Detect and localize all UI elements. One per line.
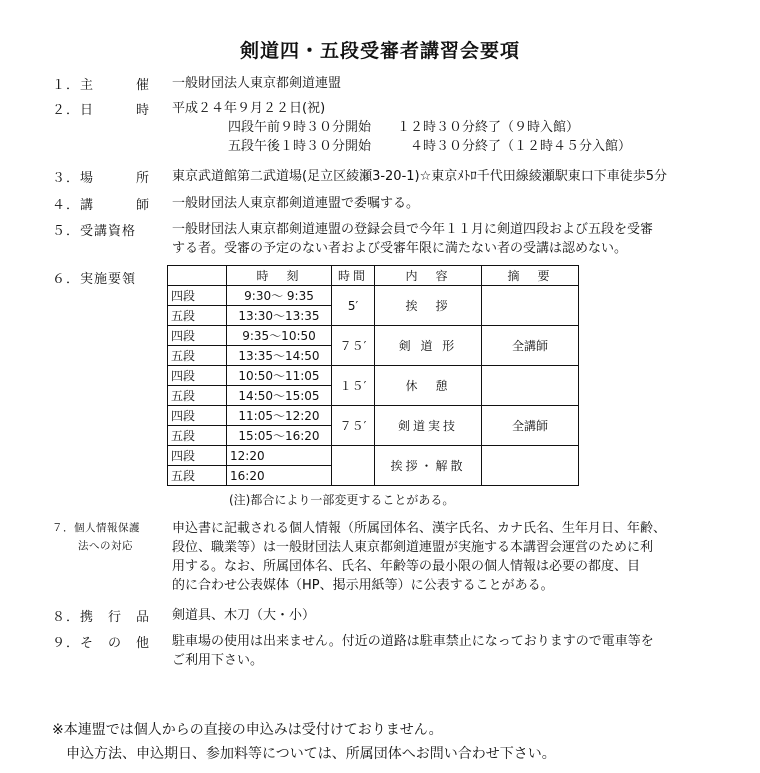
footer-line: ※本連盟では個人からの直接の申込みは受付けておりません。 (52, 722, 443, 738)
venue-value: 東京武道館第二武道場(足立区綾瀬3-20-1)☆東京ﾒﾄﾛ千代田線綾瀬駅東口下車徒歩5分 (172, 169, 668, 184)
table-row (168, 446, 579, 466)
duration-cell: １５′ (332, 366, 375, 406)
content-cell: 剣道実技 (375, 406, 482, 446)
table-footnote: (注)都合により一部変更することがある。 (229, 493, 455, 507)
privacy-line: 用する。なお、所属団体名、氏名、年齢等の最小限の個人情報は必要の都度、目 (172, 559, 641, 574)
dan-cell: 四段 (168, 406, 227, 426)
privacy-label: ７．個人情報保護 (52, 522, 140, 534)
other-label: ９．そ の 他 (52, 636, 151, 651)
date-sub-yondan: 四段午前９時３０分開始 １２時３０分終了（９時入館） (228, 120, 580, 135)
table-row (168, 326, 579, 346)
privacy-line: 段位、職業等）は一般財団法人東京都剣道連盟が実施する本講習会運営のために利 (172, 540, 654, 555)
time-cell: 10:50～11:05 (227, 366, 332, 386)
instructor-label: ４．講 師 (52, 198, 151, 213)
time-cell: 11:05～12:20 (227, 406, 332, 426)
content-cell: 挨拶・解散 (375, 446, 482, 486)
privacy-line: 的に合わせ公表媒体（HP、掲示用紙等）に公表することがある。 (172, 578, 554, 593)
date-sub-godan: 五段午後１時３０分開始 ４時３０分終了（１２時４５分入館） (228, 139, 632, 154)
header-time: 時 刻 (227, 266, 332, 286)
venue-label: ３．場 所 (52, 171, 151, 186)
duration-cell: ７５′ (332, 406, 375, 446)
time-cell: 9:35～10:50 (227, 326, 332, 346)
header-duration: 時間 (332, 266, 375, 286)
dan-cell: 五段 (168, 466, 227, 486)
note-cell (482, 366, 579, 406)
header-content: 内 容 (375, 266, 482, 286)
time-cell: 16:20 (227, 466, 332, 486)
schedule-label: ６．実施要領 (52, 272, 137, 287)
privacy-line: 申込書に記載される個人情報（所属団体名、漢字氏名、カナ氏名、生年月日、年齢、 (172, 521, 667, 536)
dan-cell: 四段 (168, 286, 227, 306)
duration-cell: 5′ (332, 286, 375, 326)
eligibility-line: する者。受審の予定のない者および受審年限に満たない者の受講は認めない。 (172, 241, 628, 256)
date-label: ２．日 時 (52, 103, 151, 118)
content-cell: 休 憩 (375, 366, 482, 406)
date-value: 平成２４年９月２２日(祝) (172, 101, 326, 116)
page-title: 剣道四・五段受審者講習会要項 (239, 40, 520, 62)
schedule-table (167, 265, 579, 486)
duration-cell: ７５′ (332, 326, 375, 366)
items-value: 剣道具、木刀（大・小） (172, 608, 316, 623)
header-note: 摘 要 (482, 266, 579, 286)
content-cell: 剣 道 形 (375, 326, 482, 366)
organizer-label: １．主 催 (52, 78, 151, 93)
dan-cell: 五段 (168, 426, 227, 446)
table-row (168, 406, 579, 426)
footer-line: 申込方法、申込期日、参加料等については、所属団体へお問い合わせ下さい。 (52, 746, 556, 762)
eligibility-line: 一般財団法人東京都剣道連盟の登録会員で今年１１月に剣道四段および五段を受審 (172, 222, 654, 237)
eligibility-label: ５．受講資格 (52, 224, 137, 239)
dan-cell: 四段 (168, 366, 227, 386)
dan-cell: 五段 (168, 346, 227, 366)
duration-cell (332, 446, 375, 486)
note-cell: 全講師 (482, 406, 579, 446)
footer-notice (52, 718, 556, 766)
other-line: 駐車場の使用は出来ません。付近の道路は駐車禁止になっておりますので電車等を (172, 634, 654, 649)
items-label: ８．携 行 品 (52, 610, 151, 625)
dan-cell: 四段 (168, 446, 227, 466)
dan-cell: 五段 (168, 386, 227, 406)
organizer-value: 一般財団法人東京都剣道連盟 (172, 76, 342, 91)
content-cell: 挨 拶 (375, 286, 482, 326)
note-cell (482, 446, 579, 486)
instructor-value: 一般財団法人東京都剣道連盟で委嘱する。 (172, 196, 420, 211)
time-cell: 15:05～16:20 (227, 426, 332, 446)
dan-cell: 四段 (168, 326, 227, 346)
table-row (168, 286, 579, 306)
note-cell: 全講師 (482, 326, 579, 366)
privacy-label-cont: 法への対応 (78, 540, 133, 552)
time-cell: 14:50～15:05 (227, 386, 332, 406)
time-cell: 13:35～14:50 (227, 346, 332, 366)
table-row (168, 366, 579, 386)
note-cell (482, 286, 579, 326)
time-cell: 13:30～13:35 (227, 306, 332, 326)
dan-cell: 五段 (168, 306, 227, 326)
table-header-row (168, 266, 579, 286)
other-line: ご利用下さい。 (172, 653, 264, 668)
time-cell: 12:20 (227, 446, 332, 466)
time-cell: 9:30～ 9:35 (227, 286, 332, 306)
